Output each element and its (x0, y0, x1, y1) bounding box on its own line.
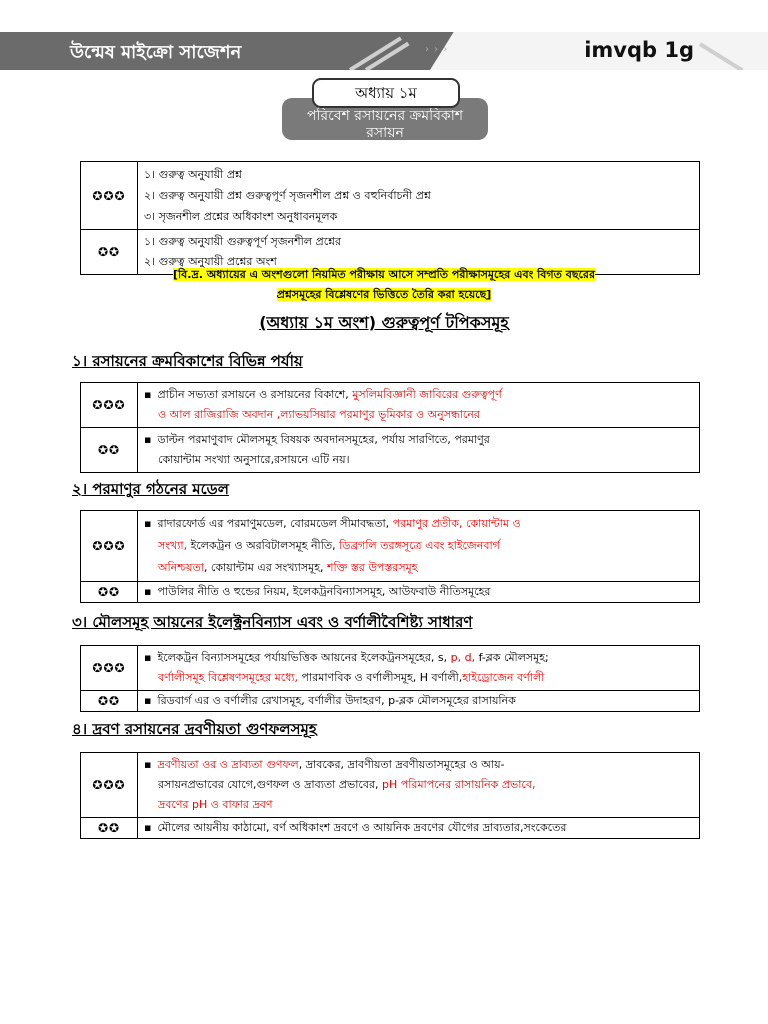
topic-table (80, 382, 700, 473)
topic-segment: , দ্রাবকের, দ্রাবণীয়তা দ্রবণীয়তাসমূহের ও আয়- (298, 758, 505, 771)
chapter-label: অধ্যায় ১ম (312, 78, 460, 108)
topic-text (138, 582, 700, 603)
topic-segment: p, d, (450, 651, 479, 664)
topic-segment: f-ব্লক মৌলসমূহ; (478, 651, 549, 664)
topic-segment: ডিব্রগলি তরঙ্গসূত্রে এবং হাইজেনবার্গ (339, 539, 500, 552)
note-line: [বি.দ্র. অধ্যায়ের এ অংশগুলো নিয়মিত পরীক্ষায় আসে সম্প্রতি পরীক্ষাসমূহের এবং বিগত বছরের (172, 268, 596, 281)
topic-segment: , কোয়ান্টাম এর সংখ্যাসমূহ, (203, 561, 328, 574)
star-rating: ✪✪ (81, 691, 138, 712)
topic-line: ▪ মৌলের আয়নীয় কাঠামো, বর্ণ অধিকাংশ দ্রবণে ও আয়নিক দ্রবণের যৌগের দ্রাব্যতার,সংকেতের (144, 821, 567, 834)
topic-line: ▪ ইলেকট্রন বিন্যাসসমূহের পর্যায়ভিত্তিক আয়নের ইলেকট্রনসমূহের, s, p, d, f-ব্লক মৌলসমূহ; (144, 651, 549, 664)
legend-line: ২। গুরুত্ব অনুযায়ী প্রশ্ন গুরুত্বপূর্ণ সৃজনশীল প্রশ্ন ও বহুনির্বাচনী প্রশ্ন (144, 189, 431, 202)
table-row (81, 646, 700, 691)
legend-line: ৩। সৃজনশীল প্রশ্নের অধিকাংশ অনুধাবনমূলক (144, 210, 338, 223)
topic-line: ▪ প্রাচীন সভ্যতা রসায়নে ও রসায়নের বিকাশে, মুসলিমবিজ্ঞানী জাবিরের গুরুত্বপূর্ণ (144, 388, 502, 401)
topic-segment: ও আল রাজিরাজি অবদান , (158, 408, 281, 421)
star-rating: ✪✪✪ (81, 646, 138, 691)
star-rating: ✪✪✪ (81, 511, 138, 582)
header-bar (0, 32, 768, 70)
topic-segment: বর্ণালীসমূহ বিশ্লেষণসমূহের মধ্যে, (158, 671, 302, 684)
topic-segment: পরমাণুর প্রতীক, কোয়ান্টাম ও (392, 517, 521, 530)
legend-line: ১। গুরুত্ব অনুযায়ী প্রশ্ন (144, 168, 242, 181)
star-rating: ✪✪ (81, 582, 138, 603)
section-heading: ১। রসায়নের ক্রমবিকাশের বিভিন্ন পর্যায় (72, 352, 303, 370)
topic-line: ▪ পাউলির নীতি ও হুন্ডের নিয়ম, ইলেকট্রনবিন্যাসসমূহ, আউফবাউ নীতিসমূহের (144, 585, 491, 598)
topic-line (144, 775, 693, 795)
chapter-subtitle-line2: রসায়ন (366, 125, 404, 140)
topic-segment: পাউলির নীতি ও হুন্ডের নিয়ম, ইলেকট্রনবিন্যাসসমূহ, আউফবাউ নীতিসমূহের (157, 585, 491, 598)
section-heading: ২। পরমাণুর গঠনের মডেল (72, 480, 229, 498)
header-right-title: imvqb 1g (584, 38, 694, 62)
table-row (81, 691, 700, 712)
topic-line (144, 450, 693, 470)
section-heading: ৩। মৌলসমূহ আয়নের ইলেক্ট্রনবিন্যাস এবং ও বর্ণালীবৈশিষ্ট্য সাধারণ (72, 613, 473, 631)
topic-text (138, 691, 700, 712)
topic-segment: মুসলিমবিজ্ঞানী জাবিরের গুরুত্বপূর্ণ (352, 388, 502, 401)
star-rating: ✪✪✪ (81, 383, 138, 428)
legend-line: ২। গুরুত্ব অনুযায়ী প্রশ্নের অংশ (144, 255, 277, 268)
topic-table (80, 510, 700, 603)
topic-segment: pH পরিমাপনের রাসায়নিক প্রভাবে, (382, 778, 536, 791)
table-row (81, 511, 700, 582)
topic-segment: রসায়নপ্রভাবের যোগে,গুণফল ও দ্রাব্যতা প্রভাবের, (158, 778, 383, 791)
table-row (81, 753, 700, 818)
star-rating: ✪✪✪ (81, 753, 138, 818)
legend-text (138, 162, 700, 230)
topic-line: ▪ ডাল্টন পরমাণুবাদ মৌলসমূহ বিষয়ক অবদানসমূহের, পর্যায় সারণিতে, পরমাণুর (144, 433, 490, 446)
topic-segment: দ্রবণীয়তা ওর ও দ্রাব্যতা গুণফল (157, 758, 299, 771)
topic-segment: দ্রবণের pH ও বাফার দ্রবণ (158, 798, 273, 811)
topic-text (138, 383, 700, 428)
topic-line (144, 405, 693, 425)
topic-segment: রাদারফোর্ড এর পরমাণুমডেল, বোরমডেল সীমাবদ্ধতা, (157, 517, 393, 530)
importance-legend-table (80, 161, 700, 275)
topic-segment: প্রাচীন সভ্যতা রসায়নে ও রসায়নের বিকাশে, (157, 388, 353, 401)
topic-segment: শক্তি স্তর উপস্তরসমূহ (327, 561, 418, 574)
note-line: প্রশ্নসমূহের বিশ্লেষণের ভিত্তিতে তৈরি করা হয়েছে] (276, 288, 492, 301)
star-rating: ✪✪ (81, 818, 138, 839)
topic-segment: অনিশ্চয়তা (158, 561, 204, 574)
star-rating: ✪✪ (81, 230, 138, 275)
table-row (81, 818, 700, 839)
topic-text (138, 646, 700, 691)
topic-text (138, 511, 700, 582)
topic-text (138, 753, 700, 818)
header-left-title: উন্মেষ মাইক্রো সাজেশন (70, 42, 242, 63)
topic-table (80, 645, 700, 712)
topic-text (138, 818, 700, 839)
topic-segment: ল্যাভয়সিয়ার পরমাণুর ভূমিকার ও অনুসন্ধানের (280, 408, 480, 421)
topic-line: ▪ রাদারফোর্ড এর পরমাণুমডেল, বোরমডেল সীমাবদ্ধতা, পরমাণুর প্রতীক, কোয়ান্টাম ও (144, 517, 521, 530)
topic-line (144, 557, 693, 579)
table-row (81, 162, 700, 230)
topic-table (80, 752, 700, 839)
topic-segment: হাইড্রোজেন বর্ণালী (462, 671, 545, 684)
table-row (81, 582, 700, 603)
topic-line (144, 795, 693, 815)
arrows-icon: › › › (425, 44, 449, 55)
topic-line: ▪ রিডবার্গ এর ও বর্ণালীর রেখাসমূহ, বর্ণালীর উদাহরণ, p-ব্লক মৌলসমূহের রাসায়নিক (144, 694, 516, 707)
note (80, 265, 688, 305)
star-rating: ✪✪✪ (81, 162, 138, 230)
topic-segment: রিডবার্গ এর ও বর্ণালীর রেখাসমূহ, বর্ণালীর উদাহরণ, p-ব্লক মৌলসমূহের রাসায়নিক (157, 694, 516, 707)
topic-segment: ডাল্টন পরমাণুবাদ মৌলসমূহ বিষয়ক অবদানসমূহের, পর্যায় সারণিতে, পরমাণুর (157, 433, 490, 446)
section-heading: ৪। দ্রবণ রসায়নের দ্রবণীয়তা গুণফলসমূহ (72, 720, 317, 738)
topic-segment: কোয়ান্টাম সংখ্যা অনুসারে,রসায়নে এটি নয়। (158, 453, 350, 466)
main-heading: (অধ্যায় ১ম অংশ) গুরুত্বপূর্ণ টপিকসমূহ (259, 313, 509, 332)
table-row (81, 383, 700, 428)
topic-line (144, 668, 693, 688)
table-row (81, 428, 700, 473)
topic-segment: সংখ্যা, (158, 539, 191, 552)
topic-segment: পারমাণবিক ও বর্ণালীসমূহ, H বর্ণালী, (301, 671, 463, 684)
chapter-subtitle-line1: পরিবেশ রসায়নের ক্রমবিকাশ (306, 108, 464, 124)
topic-line: ▪ দ্রবণীয়তা ওর ও দ্রাব্যতা গুণফল, দ্রাবকের, দ্রাবণীয়তা দ্রবণীয়তাসমূহের ও আয়- (144, 758, 505, 771)
topic-segment: ইলেকট্রন বিন্যাসসমূহের পর্যায়ভিত্তিক আয়নের ইলেকট্রনসমূহের, s, (157, 651, 451, 664)
topic-segment: ইলেকট্রন ও অরবিটালসমূহ নীতি, (190, 539, 340, 552)
star-rating: ✪✪ (81, 428, 138, 473)
topic-line (144, 535, 693, 557)
topic-segment: মৌলের আয়নীয় কাঠামো, বর্ণ অধিকাংশ দ্রবণে ও আয়নিক দ্রবণের যৌগের দ্রাব্যতার,সংকেতের (157, 821, 567, 834)
legend-line: ১। গুরুত্ব অনুযায়ী গুরুত্বপূর্ণ সৃজনশীল প্রশ্নের (144, 235, 342, 248)
topic-text (138, 428, 700, 473)
